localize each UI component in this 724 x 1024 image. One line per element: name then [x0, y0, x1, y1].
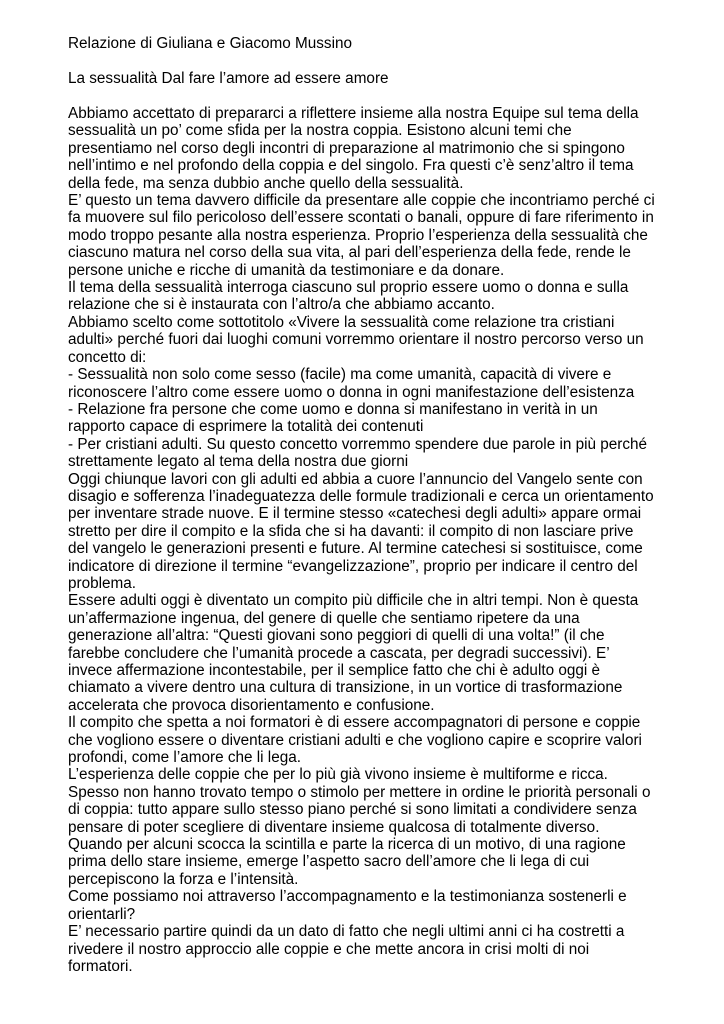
- list-item-sessualita: - Sessualità non solo come sesso (facile) ma come umanità, capacità di vivere e riconoscere l’altro come essere uomo o donna in ogni manifestazione dell’esistenza: [68, 366, 635, 401]
- document-heading: Relazione di Giuliana e Giacomo Mussino: [68, 35, 352, 52]
- paragraph-6: Essere adulti oggi è diventato un compito più difficile che in altri tempi. Non è questa un’affermazione ingenua, del genere di quelle che sentiamo ripetere da una generazione all’altra: “Questi giovani sono peggiori di quelli di una volta!” (il che farebbe concludere che l’umanità procede a cascata, per degradi successivi). E’ invece affermazione incontestabile, per il semplice fatto che chi è adulto oggi è chiamato a vivere dentro una cultura di transizione, in un vortice di trasformazione accelerata che provoca disorientamento e confusione.: [68, 592, 639, 714]
- paragraph-10: Come possiamo noi attraverso l’accompagnamento e la testimonianza sostenerli e orientarli?: [68, 888, 627, 923]
- paragraph-4: Abbiamo scelto come sottotitolo «Vivere la sessualità come relazione tra cristiani adulti» perché fuori dai luoghi comuni vorremmo orientare il nostro percorso verso un concetto di:: [68, 313, 644, 366]
- paragraph-2: E’ questo un tema davvero difficile da presentare alle coppie che incontriamo perché ci fa muovere sul filo pericoloso dell’essere scontati o banali, oppure di fare riferimento in modo troppo pesante alla nostra esperienza. Proprio l’esperienza della sessualità che ciascuno matura nel corso della sua vita, al pari dell’esperienza della fede, rende le persone uniche e ricche di umanità da testimoniare e da donare.: [68, 192, 655, 279]
- paragraph-9: Quando per alcuni scocca la scintilla e parte la ricerca di un motivo, di una ragione prima dello stare insieme, emerge l’aspetto sacro dell’amore che li lega di cui percepiscono la forza e l’intensità.: [68, 836, 626, 888]
- paragraph-11: E’ necessario partire quindi da un dato di fatto che negli ultimi anni ci ha costretti a rivedere il nostro approccio alle coppie e che mette ancora in crisi molti di noi formatori.: [68, 923, 625, 975]
- document-body: [68, 35, 668, 975]
- spacer: [68, 87, 668, 105]
- paragraph-1: Abbiamo accettato di prepararci a riflettere insieme alla nostra Equipe sul tema della sessualità un po’ come sfida per la nostra coppia. Esistono alcuni temi che presentiamo nel corso degli incontri di preparazione al matrimonio che si spingono nell’intimo e nel profondo della coppia e del singolo. Fra questi c’è senz’altro il tema della fede, ma senza dubbio anche quello della sessualità.: [68, 105, 639, 192]
- document-subtitle: La sessualità Dal fare l’amore ad essere amore: [68, 70, 389, 87]
- list-item-relazione: - Relazione fra persone che come uomo e donna si manifestano in verità in un rapporto capace di esprimere la totalità dei contenuti: [68, 400, 598, 436]
- paragraph-8: L’esperienza delle coppie che per lo più già vivono insieme è multiforme e ricca. Spesso non hanno trovato tempo o stimolo per mettere in ordine le priorità personali o di coppia: tutto appare sullo stesso piano perché si sono limitati a condividere senza pensare di poter scegliere di diventare insieme qualcosa di totalmente diverso.: [68, 766, 651, 836]
- list-item-cristiani-adulti: - Per cristiani adulti. Su questo concetto vorremmo spendere due parole in più perché strettamente legato al tema della nostra due giorni: [68, 435, 648, 471]
- paragraph-3: Il tema della sessualità interroga ciascuno sul proprio essere uomo o donna e sulla relazione che si è instaurata con l’altro/a che abbiamo accanto.: [68, 279, 629, 314]
- spacer: [68, 52, 668, 70]
- paragraph-5: Oggi chiunque lavori con gli adulti ed abbia a cuore l’annuncio del Vangelo sente con disagio e sofferenza l’inadeguatezza delle formule tradizionali e cerca un orientamento per inventare strade nuove. E il termine stesso «catechesi degli adulti» appare ormai stretto per dire il compito e la sfida che si ha davanti: il compito di non lasciare prive del vangelo le generazioni presenti e future. Al termine catechesi si sostituisce, come indicatore di direzione il termine “evangelizzazione”, proprio per indicare il centro del problema.: [68, 470, 654, 592]
- paragraph-7: Il compito che spetta a noi formatori è di essere accompagnatori di persone e coppie che vogliono essere o diventare cristiani adulti e che vogliono capire e scoprire valori profondi, come l’amore che li lega.: [68, 714, 642, 767]
